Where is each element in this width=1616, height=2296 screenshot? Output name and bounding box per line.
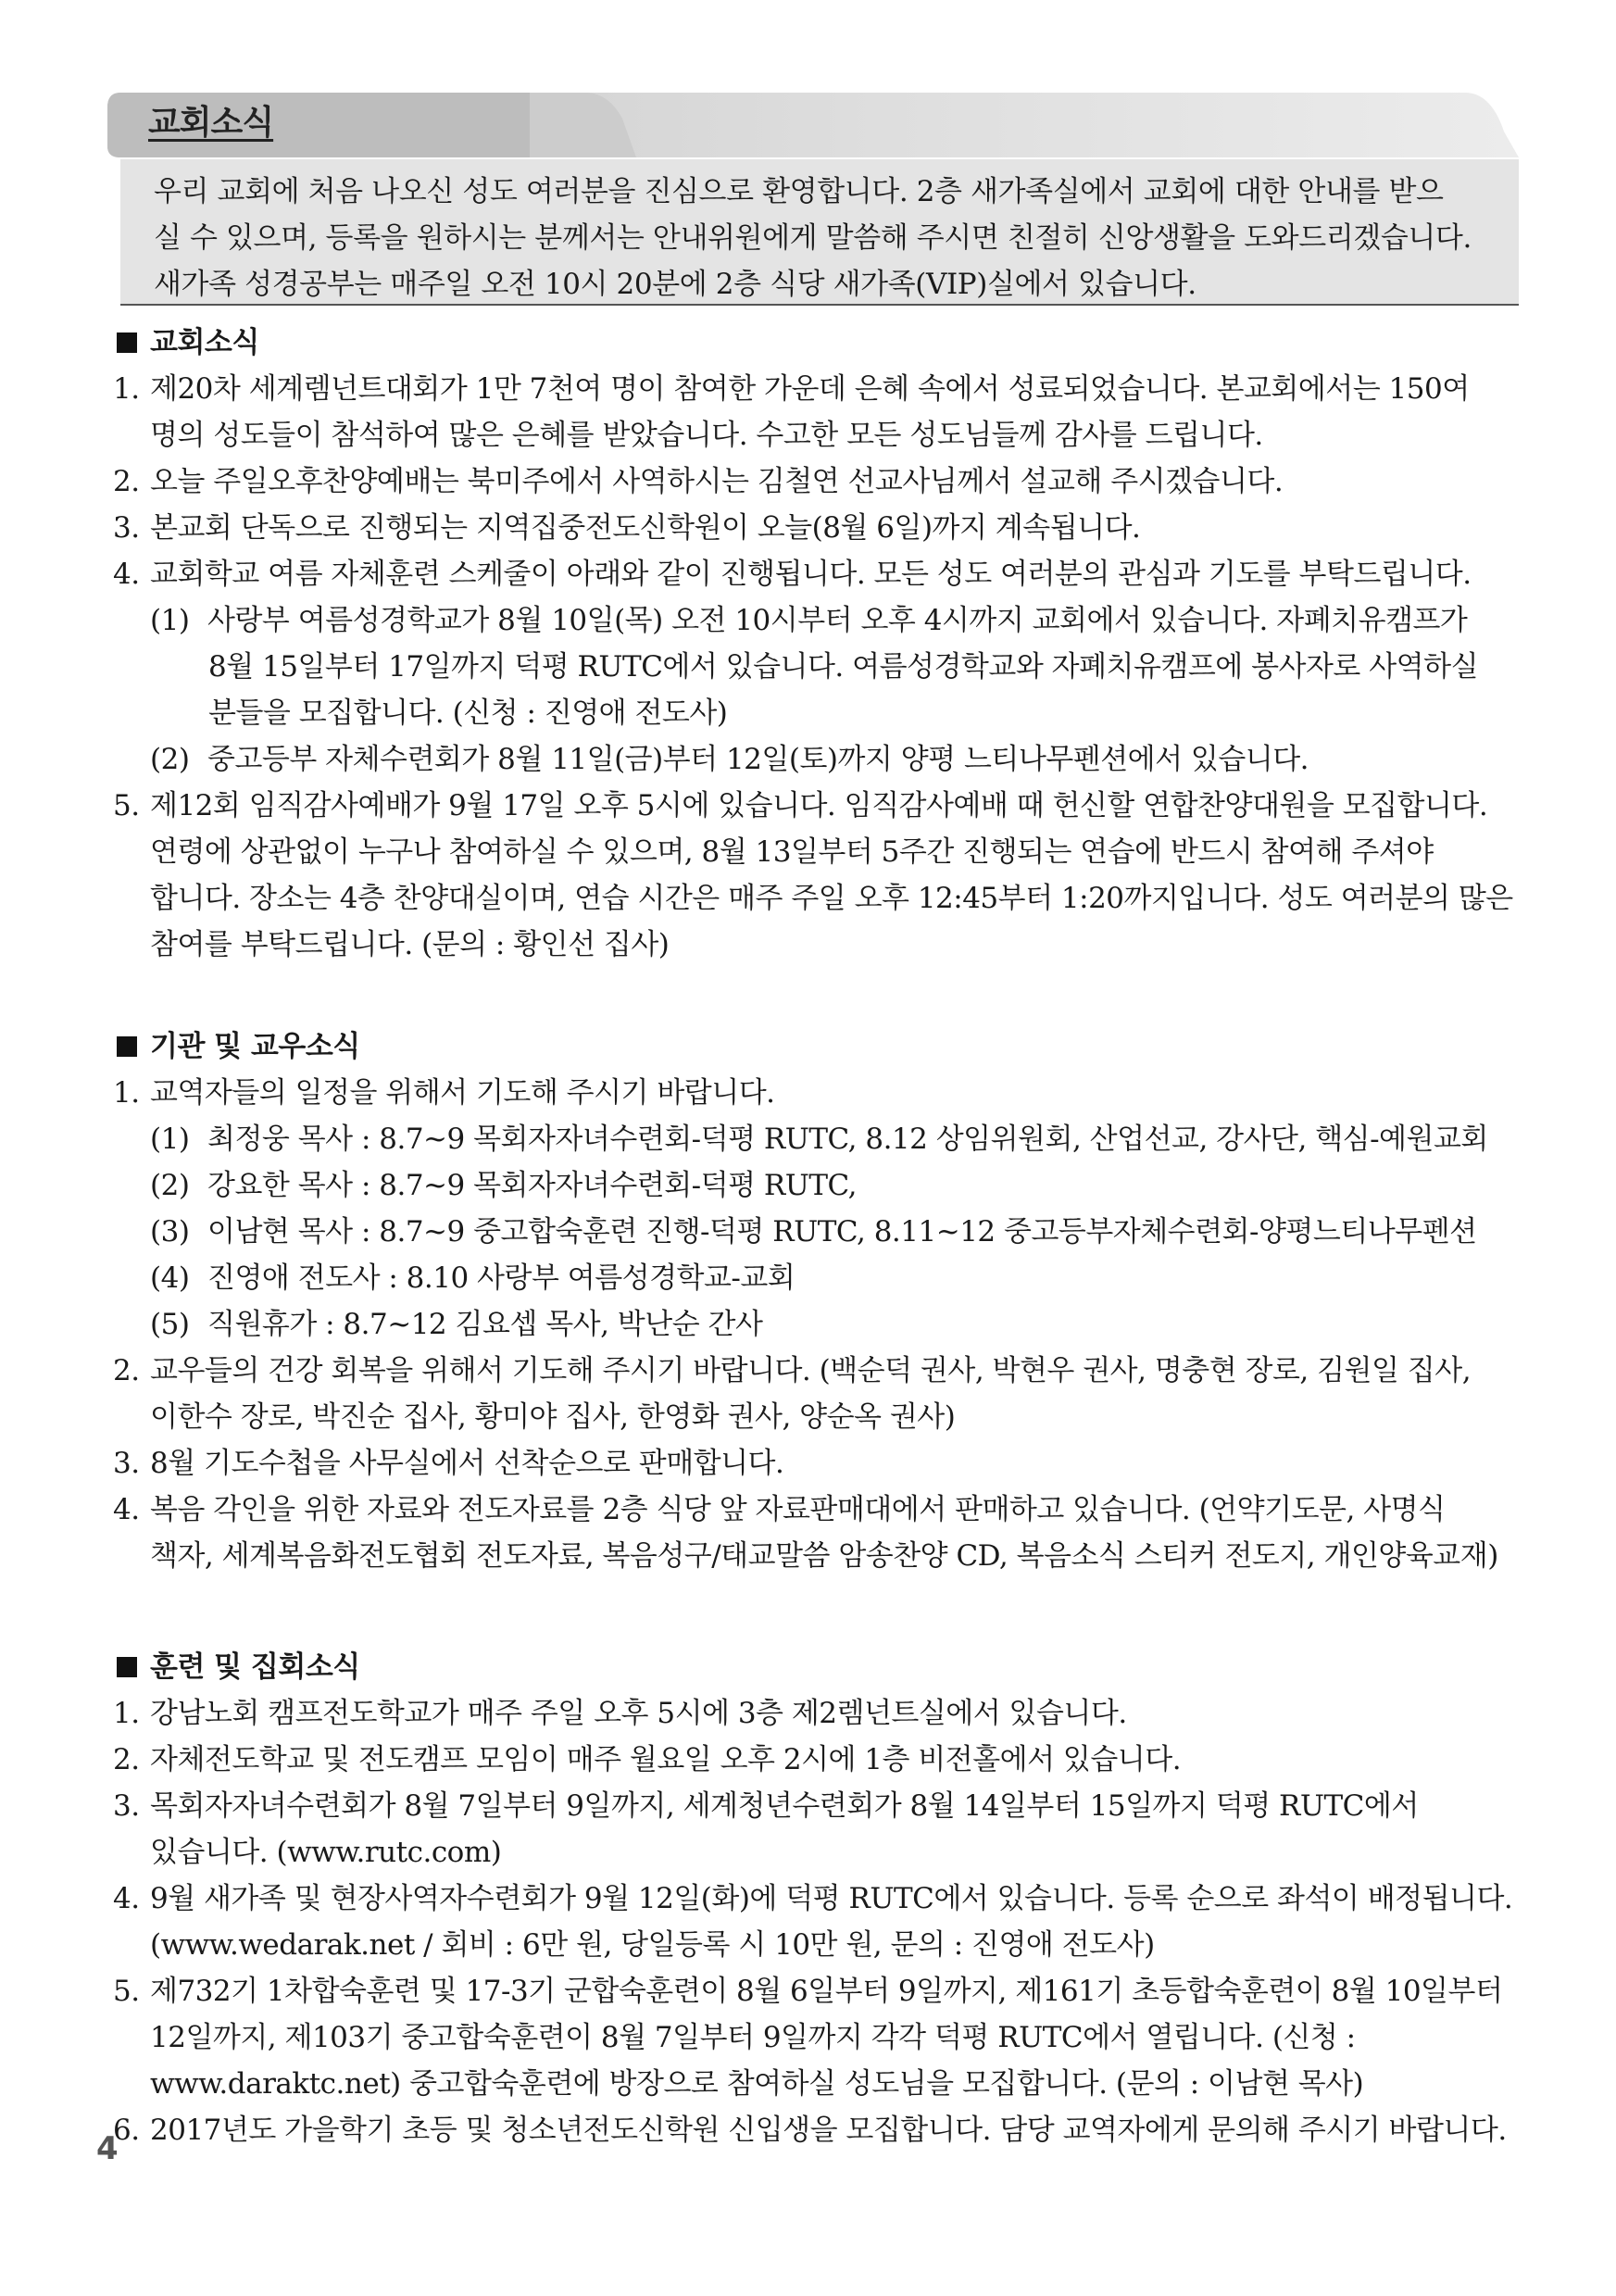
section-title bbox=[113, 320, 1521, 366]
list-item: 6. 2017년도 가을학기 초등 및 청소년전도신학원 신입생을 모집합니다. 담당 교역자에게 문의해 주시기 바랍니다. bbox=[113, 2114, 1507, 2147]
list-item: 1. 교역자들의 일정을 위해서 기도해 주시기 바랍니다. bbox=[113, 1076, 775, 1110]
section-title-text: 훈련 및 집회소식 bbox=[150, 1650, 360, 1684]
header-title: 교회소식 bbox=[148, 104, 274, 142]
list-item-continuation: 합니다. 장소는 4층 찬양대실이며, 연습 시간은 매주 주일 오후 12:45부터 1:20까지입니다. 성도 여러분의 많은 bbox=[150, 882, 1513, 915]
page-number: 4 bbox=[96, 2130, 119, 2167]
list-item-continuation: 이한수 장로, 박진순 집사, 황미야 집사, 한영화 권사, 양순옥 권사) bbox=[150, 1400, 956, 1434]
list-item: 2. 교우들의 건강 회복을 위해서 기도해 주시기 바랍니다. (백순덕 권사, 박현우 권사, 명충현 장로, 김원일 집사, bbox=[113, 1354, 1472, 1387]
list-item: 3. 본교회 단독으로 진행되는 지역집중전도신학원이 오늘(8월 6일)까지 계속됩니다. bbox=[113, 511, 1141, 545]
sub-item: (1) 최정웅 목사 : 8.7~9 목회자자녀수련회-덕평 RUTC, 8.12 상임위원회, 산업선교, 강사단, 핵심-예원교회 bbox=[150, 1123, 1488, 1156]
list-item: 3. 8월 기도수첩을 사무실에서 선착순으로 판매합니다. bbox=[113, 1447, 784, 1480]
sub-item-continuation: 8월 15일부터 17일까지 덕평 RUTC에서 있습니다. 여름성경학교와 자폐치유캠프에 봉사자로 사역하실 bbox=[208, 650, 1479, 684]
header-tab-shape bbox=[104, 82, 1519, 157]
welcome-line: 실 수 있으며, 등록을 원하시는 분께서는 안내위원에게 말씀해 주시면 친절히 신앙생활을 도와드리겠습니다. bbox=[154, 221, 1472, 255]
list-item-continuation: 있습니다. (www.rutc.com) bbox=[150, 1836, 502, 1869]
section-title bbox=[113, 1644, 1521, 1690]
square-bullet-icon bbox=[117, 1036, 137, 1057]
list-item: 4. 9월 새가족 및 현장사역자수련회가 9월 12일(화)에 덕평 RUTC에서 있습니다. 등록 순으로 좌석이 배정됩니다. bbox=[113, 1882, 1513, 1915]
sub-item-continuation: 분들을 모집합니다. (신청 : 진영애 전도사) bbox=[208, 696, 728, 730]
sub-item: (1) 사랑부 여름성경학교가 8월 10일(목) 오전 10시부터 오후 4시까지 교회에서 있습니다. 자폐치유캠프가 bbox=[150, 604, 1468, 637]
members-news-section bbox=[113, 1023, 1521, 1579]
list-item: 1. 강남노회 캠프전도학교가 매주 주일 오후 5시에 3층 제2렘넌트실에서 있습니다. bbox=[113, 1697, 1127, 1730]
list-item-continuation: 책자, 세계복음화전도협회 전도자료, 복음성구/태교말씀 암송찬양 CD, 복음소식 스티커 전도지, 개인양육교재) bbox=[150, 1539, 1498, 1573]
welcome-line: 새가족 성경공부는 매주일 오전 10시 20분에 2층 식당 새가족(VIP)실에서 있습니다. bbox=[154, 268, 1196, 301]
section-title-text: 기관 및 교우소식 bbox=[150, 1030, 360, 1063]
welcome-line: 우리 교회에 처음 나오신 성도 여러분을 진심으로 환영합니다. 2층 새가족실에서 교회에 대한 안내를 받으 bbox=[154, 175, 1444, 208]
training-news-section bbox=[113, 1644, 1521, 2153]
list-item: 5. 제732기 1차합숙훈련 및 17-3기 군합숙훈련이 8월 6일부터 9일까지, 제161기 초등합숙훈련이 8월 10일부터 bbox=[113, 1975, 1503, 2008]
list-item: 1. 제20차 세계렘넌트대회가 1만 7천여 명이 참여한 가운데 은혜 속에서 성료되었습니다. 본교회에서는 150여 bbox=[113, 372, 1470, 406]
church-news-section bbox=[113, 320, 1521, 968]
sub-item: (3) 이남현 목사 : 8.7~9 중고합숙훈련 진행-덕평 RUTC, 8.11~12 중고등부자체수련회-양평느티나무펜션 bbox=[150, 1215, 1477, 1248]
list-item-continuation: 연령에 상관없이 누구나 참여하실 수 있으며, 8월 13일부터 5주간 진행되는 연습에 반드시 참여해 주셔야 bbox=[150, 835, 1434, 869]
sub-item: (2) 강요한 목사 : 8.7~9 목회자자녀수련회-덕평 RUTC, bbox=[150, 1169, 857, 1202]
sub-item: (2) 중고등부 자체수련회가 8월 11일(금)부터 12일(토)까지 양평 느티나무펜션에서 있습니다. bbox=[150, 743, 1309, 776]
square-bullet-icon bbox=[117, 332, 137, 353]
section-title bbox=[113, 1023, 1521, 1070]
list-item: 4. 교회학교 여름 자체훈련 스케줄이 아래와 같이 진행됩니다. 모든 성도 여러분의 관심과 기도를 부탁드립니다. bbox=[113, 558, 1472, 591]
list-item: 3. 목회자자녀수련회가 8월 7일부터 9일까지, 세계청년수련회가 8월 14일부터 15일까지 덕평 RUTC에서 bbox=[113, 1789, 1419, 1823]
sub-item: (4) 진영애 전도사 : 8.10 사랑부 여름성경학교-교회 bbox=[150, 1261, 795, 1295]
section-title-text: 교회소식 bbox=[150, 326, 259, 359]
square-bullet-icon bbox=[117, 1657, 137, 1677]
list-item-continuation: (www.wedarak.net / 회비 : 6만 원, 당일등록 시 10만 원, 문의 : 진영애 전도사) bbox=[150, 1928, 1155, 1962]
list-item: 2. 오늘 주일오후찬양예배는 북미주에서 사역하시는 김철연 선교사님께서 설교해 주시겠습니다. bbox=[113, 465, 1284, 498]
list-item-continuation: 명의 성도들이 참석하여 많은 은혜를 받았습니다. 수고한 모든 성도님들께 감사를 드립니다. bbox=[150, 419, 1263, 452]
list-item: 5. 제12회 임직감사예배가 9월 17일 오후 5시에 있습니다. 임직감사예배 때 헌신할 연합찬양대원을 모집합니다. bbox=[113, 789, 1488, 822]
list-item: 4. 복음 각인을 위한 자료와 전도자료를 2층 식당 앞 자료판매대에서 판매하고 있습니다. (언약기도문, 사명식 bbox=[113, 1493, 1446, 1526]
sub-item: (5) 직원휴가 : 8.7~12 김요셉 목사, 박난순 간사 bbox=[150, 1308, 763, 1341]
list-item-continuation: 12일까지, 제103기 중고합숙훈련이 8월 7일부터 9일까지 각각 덕평 RUTC에서 열립니다. (신청 : bbox=[150, 2021, 1356, 2054]
section-header bbox=[104, 82, 1519, 157]
list-item-continuation: 참여를 부탁드립니다. (문의 : 황인선 집사) bbox=[150, 928, 670, 961]
welcome-box bbox=[120, 159, 1519, 306]
list-item: 2. 자체전도학교 및 전도캠프 모임이 매주 월요일 오후 2시에 1층 비전홀에서 있습니다. bbox=[113, 1743, 1182, 1776]
list-item-continuation: www.daraktc.net) 중고합숙훈련에 방장으로 참여하실 성도님을 모집합니다. (문의 : 이남현 목사) bbox=[150, 2067, 1364, 2101]
